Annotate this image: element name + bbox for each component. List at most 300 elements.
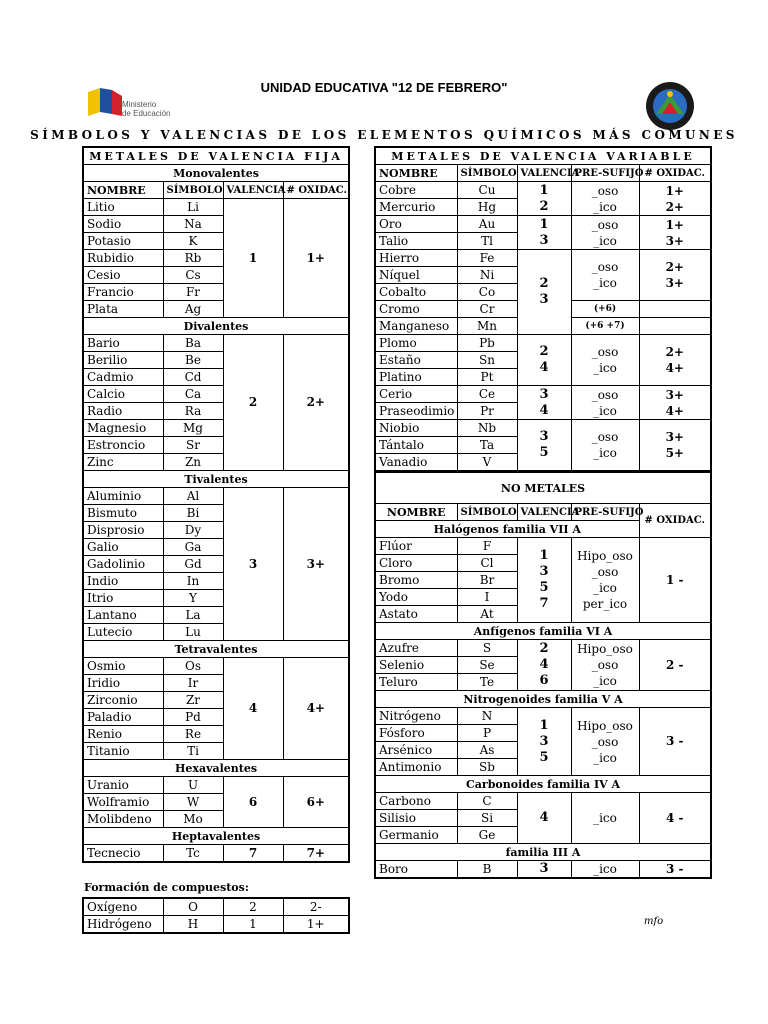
oxidation-value: 2 - — [639, 640, 711, 691]
stack-value: 2+ — [665, 199, 684, 214]
family-label: Nitrogenoides familia V A — [375, 691, 711, 708]
element-name: Mercurio — [375, 199, 457, 216]
col-header-valencia: VALENCIA — [517, 165, 571, 182]
valence-values — [517, 335, 571, 386]
element-symbol: F — [457, 538, 517, 555]
family-label: Carbonoides familia IV A — [375, 776, 711, 793]
element-name: Yodo — [375, 589, 457, 606]
stack-value: 1+ — [665, 217, 684, 232]
oxidation-value: 3+ — [283, 488, 349, 641]
element-symbol: Os — [163, 658, 223, 675]
element-name: Flúor — [375, 538, 457, 555]
element-symbol: As — [457, 742, 517, 759]
col-header-oxid: # OXIDAC. — [639, 504, 711, 538]
element-row — [375, 793, 711, 810]
element-name: Bario — [83, 335, 163, 352]
element-symbol: Zr — [163, 692, 223, 709]
element-symbol: Y — [163, 590, 223, 607]
element-name: Lantano — [83, 607, 163, 624]
element-row — [83, 199, 349, 216]
element-symbol: Zn — [163, 454, 223, 471]
compound-name: Oxígeno — [83, 898, 163, 916]
element-symbol: Ra — [163, 403, 223, 420]
element-name: Indio — [83, 573, 163, 590]
element-symbol: Al — [163, 488, 223, 505]
col-header-valencia: VALENCIA — [223, 182, 283, 199]
element-row — [83, 777, 349, 794]
element-name: Renio — [83, 726, 163, 743]
element-name: Oro — [375, 216, 457, 233]
element-name: Teluro — [375, 674, 457, 691]
family-label: familia III A — [375, 844, 711, 861]
oxidation-value: 4+ — [283, 658, 349, 760]
stack-value: 5 — [539, 749, 549, 765]
compound-symbol: O — [163, 898, 223, 916]
column-header-row — [375, 504, 711, 521]
oxidation-value: 7+ — [283, 845, 349, 863]
family-header-row — [375, 776, 711, 793]
stack-value: 3 — [539, 861, 549, 876]
element-symbol: Mg — [163, 420, 223, 437]
element-symbol: S — [457, 640, 517, 657]
element-symbol: Pt — [457, 369, 517, 386]
empty-cell — [639, 301, 711, 318]
element-name: Titanio — [83, 743, 163, 760]
element-symbol: Cd — [163, 369, 223, 386]
family-header-row — [375, 691, 711, 708]
element-name: Selenio — [375, 657, 457, 674]
suffix-values — [571, 420, 639, 472]
element-name: Magnesio — [83, 420, 163, 437]
col-header-simbolo: SÍMBOLO — [163, 182, 223, 199]
element-symbol: K — [163, 233, 223, 250]
element-name: Bromo — [375, 572, 457, 589]
element-name: Carbono — [375, 793, 457, 810]
element-name: Cerio — [375, 386, 457, 403]
suffix-values — [571, 335, 639, 386]
family-header-row — [375, 844, 711, 861]
suffix-values — [571, 640, 639, 691]
oxidation-values — [639, 420, 711, 472]
compound-oxidation: 2- — [283, 898, 349, 916]
stack-value: 3 — [539, 429, 549, 444]
element-symbol: P — [457, 725, 517, 742]
element-name: Disprosio — [83, 522, 163, 539]
suffix-values — [571, 708, 639, 776]
stack-value: Hipo_oso — [577, 718, 633, 733]
stack-value: 6 — [539, 673, 549, 688]
element-name: Berilio — [83, 352, 163, 369]
element-name: Tecnecio — [83, 845, 163, 863]
element-row — [375, 708, 711, 725]
element-symbol: Sn — [457, 352, 517, 369]
stack-value: 5 — [539, 445, 549, 460]
valence-values — [517, 182, 571, 216]
oxidation-values — [639, 216, 711, 250]
group-header-row — [83, 641, 349, 658]
stack-value: 2 — [539, 198, 549, 214]
stack-value: 4 — [539, 360, 549, 375]
stack-value: 1 — [539, 548, 549, 563]
element-row — [375, 335, 711, 352]
element-symbol: Fe — [457, 250, 517, 267]
stack-value: 7 — [539, 596, 549, 611]
element-name: Paladio — [83, 709, 163, 726]
element-symbol: Sr — [163, 437, 223, 454]
stack-value: 4 — [539, 402, 549, 418]
family-label: Halógenos familia VII A — [375, 521, 639, 538]
stack-value: 5+ — [665, 446, 684, 460]
valence-values — [517, 538, 571, 623]
stack-value: 3+ — [665, 233, 684, 248]
element-symbol: U — [163, 777, 223, 794]
stack-value: 4 — [539, 657, 549, 672]
element-name: Sodio — [83, 216, 163, 233]
element-name: Platino — [375, 369, 457, 386]
extra-oxidation: (+6) — [571, 301, 639, 318]
stack-value: Hipo_oso — [577, 642, 633, 656]
oxidation-value: 1 - — [639, 538, 711, 623]
valence-values — [517, 708, 571, 776]
stack-value: _ico — [593, 581, 617, 595]
element-name: Gadolinio — [83, 556, 163, 573]
stack-value: 4+ — [665, 403, 684, 418]
element-name: Calcio — [83, 386, 163, 403]
stack-value: 1+ — [665, 183, 684, 198]
element-symbol: Sb — [457, 759, 517, 776]
element-row — [375, 861, 711, 879]
stack-value: _ico — [593, 750, 617, 765]
stack-value: _ico — [593, 199, 617, 214]
element-name: Silisio — [375, 810, 457, 827]
element-symbol: Ba — [163, 335, 223, 352]
table-title-row — [83, 147, 349, 165]
element-symbol: W — [163, 794, 223, 811]
valence-value: 2 — [223, 335, 283, 471]
element-name: Fósforo — [375, 725, 457, 742]
stack-value: Hipo_oso — [577, 549, 633, 563]
element-name: Astato — [375, 606, 457, 623]
element-symbol: Re — [163, 726, 223, 743]
valence-values — [517, 250, 571, 335]
oxidation-values — [639, 386, 711, 420]
stack-value: _ico — [593, 446, 617, 460]
col-header-presufijo: PRE-SUFIJO — [571, 504, 639, 521]
element-symbol: Li — [163, 199, 223, 216]
stack-value: _oso — [591, 183, 619, 198]
element-symbol: Se — [457, 657, 517, 674]
element-name: Francio — [83, 284, 163, 301]
compound-row — [83, 898, 349, 916]
stack-value: 1 — [539, 182, 549, 198]
element-symbol: Ti — [163, 743, 223, 760]
element-symbol: Be — [163, 352, 223, 369]
group-label: Divalentes — [83, 318, 349, 335]
oxidation-values — [639, 250, 711, 301]
compound-symbol: H — [163, 916, 223, 934]
group-label: Tetravalentes — [83, 641, 349, 658]
valence-values — [517, 640, 571, 691]
element-row — [375, 216, 711, 233]
valence-value: 1 — [223, 199, 283, 318]
col-header-oxid: # OXIDAC. — [639, 165, 711, 182]
element-symbol: Ga — [163, 539, 223, 556]
element-row — [83, 658, 349, 675]
element-name: Talio — [375, 233, 457, 250]
element-row — [83, 488, 349, 505]
col-header-nombre: NOMBRE — [375, 504, 457, 521]
element-name: Boro — [375, 861, 457, 879]
stack-value: 3 — [539, 564, 549, 579]
stack-value: 3 — [539, 292, 549, 307]
element-name: Cobalto — [375, 284, 457, 301]
element-symbol: Te — [457, 674, 517, 691]
element-name: Zinc — [83, 454, 163, 471]
stack-value: _ico — [593, 674, 617, 688]
col-header-simbolo: SÍMBOLO — [457, 165, 517, 182]
element-symbol: Pb — [457, 335, 517, 352]
element-name: Nitrógeno — [375, 708, 457, 725]
group-header-row — [83, 760, 349, 777]
element-symbol: Cr — [457, 301, 517, 318]
element-symbol: Nb — [457, 420, 517, 437]
stack-value: _ico — [593, 276, 617, 290]
element-symbol: Ag — [163, 301, 223, 318]
school-title: UNIDAD EDUCATIVA "12 DE FEBRERO" — [260, 80, 508, 95]
element-name: Estroncio — [83, 437, 163, 454]
table-title-row — [375, 147, 711, 165]
element-name: Tántalo — [375, 437, 457, 454]
nonmetals-title-row — [375, 472, 711, 504]
compound-name: Hidrógeno — [83, 916, 163, 934]
element-row — [375, 386, 711, 403]
element-symbol: Br — [457, 572, 517, 589]
col-header-nombre: NOMBRE — [83, 182, 163, 199]
element-name: Praseodimio — [375, 403, 457, 420]
extra-oxidation: (+6 +7) — [571, 318, 639, 335]
element-name: Litio — [83, 199, 163, 216]
element-symbol: Au — [457, 216, 517, 233]
stack-value: 3 — [539, 232, 549, 248]
fixed-valence-table — [82, 146, 350, 863]
element-name: Plomo — [375, 335, 457, 352]
column-header-row — [375, 165, 711, 182]
element-row — [375, 640, 711, 657]
signature: mfo — [644, 916, 664, 927]
element-symbol: Fr — [163, 284, 223, 301]
group-label: Monovalentes — [83, 165, 349, 182]
stack-value: _oso — [591, 734, 619, 749]
element-symbol: La — [163, 607, 223, 624]
element-name: Potasio — [83, 233, 163, 250]
empty-cell — [639, 318, 711, 335]
col-header-valencia: VALENCIA — [517, 504, 571, 521]
element-name: Wolframio — [83, 794, 163, 811]
element-name: Aluminio — [83, 488, 163, 505]
element-symbol: V — [457, 454, 517, 472]
group-label: Tivalentes — [83, 471, 349, 488]
element-name: Rubidio — [83, 250, 163, 267]
col-header-presufijo: PRE-SUFIJO — [571, 165, 639, 182]
oxidation-value: 4 - — [639, 793, 711, 844]
element-name: Iridio — [83, 675, 163, 692]
element-name: Cobre — [375, 182, 457, 199]
fixed-table-title: METALES DE VALENCIA FIJA — [83, 147, 349, 165]
element-symbol: Hg — [457, 199, 517, 216]
element-symbol: Ta — [457, 437, 517, 454]
element-name: Hierro — [375, 250, 457, 267]
family-label: Anfígenos familia VI A — [375, 623, 711, 640]
group-header-row — [83, 318, 349, 335]
group-label: Heptavalentes — [83, 828, 349, 845]
valence-values — [517, 216, 571, 250]
element-name: Galio — [83, 539, 163, 556]
stack-value: 3+ — [665, 387, 684, 402]
suffix-values — [571, 216, 639, 250]
element-symbol: Cs — [163, 267, 223, 284]
column-header-row — [83, 182, 349, 199]
element-name: Lutecio — [83, 624, 163, 641]
oxidation-values — [639, 182, 711, 216]
element-row — [375, 538, 711, 555]
element-name: Estaño — [375, 352, 457, 369]
element-symbol: Lu — [163, 624, 223, 641]
valence-value: 6 — [223, 777, 283, 828]
stack-value: 5 — [539, 580, 549, 595]
element-row — [375, 182, 711, 199]
group-label: Hexavalentes — [83, 760, 349, 777]
element-name: Uranio — [83, 777, 163, 794]
valence-value: 4 — [223, 658, 283, 760]
stack-value: 3+ — [665, 430, 684, 444]
element-name: Níquel — [375, 267, 457, 284]
element-symbol: N — [457, 708, 517, 725]
variable-table-title: METALES DE VALENCIA VARIABLE — [375, 147, 711, 165]
element-symbol: Ce — [457, 386, 517, 403]
stack-value: _oso — [591, 217, 619, 232]
variable-valence-table — [374, 146, 712, 472]
suffix-values — [571, 182, 639, 216]
valence-value: 7 — [223, 845, 283, 863]
stack-value: 4+ — [665, 361, 684, 375]
element-name: Zirconio — [83, 692, 163, 709]
stack-value: _ico — [593, 403, 617, 418]
stack-value: per_ico — [582, 597, 628, 611]
element-row — [83, 845, 349, 863]
element-symbol: Tl — [457, 233, 517, 250]
element-symbol: Ca — [163, 386, 223, 403]
stack-value: _ico — [593, 811, 617, 825]
element-symbol: At — [457, 606, 517, 623]
stack-value: _oso — [591, 260, 619, 274]
element-row — [375, 250, 711, 267]
valence-values — [517, 861, 571, 879]
col-header-nombre: NOMBRE — [375, 165, 457, 182]
element-symbol: Cl — [457, 555, 517, 572]
element-symbol: Rb — [163, 250, 223, 267]
oxidation-value: 1+ — [283, 199, 349, 318]
element-symbol: Gd — [163, 556, 223, 573]
stack-value: 3 — [539, 733, 549, 749]
stack-value: _oso — [591, 658, 619, 672]
element-symbol: Bi — [163, 505, 223, 522]
element-symbol: Pr — [457, 403, 517, 420]
element-row — [375, 420, 711, 437]
valence-values — [517, 420, 571, 472]
oxidation-value: 2+ — [283, 335, 349, 471]
compound-valence: 2 — [223, 898, 283, 916]
stack-value: _ico — [593, 361, 617, 375]
element-symbol: B — [457, 861, 517, 879]
oxidation-value: 3 - — [639, 708, 711, 776]
element-symbol: Cu — [457, 182, 517, 199]
element-name: Azufre — [375, 640, 457, 657]
suffix-values — [571, 386, 639, 420]
element-name: Cesio — [83, 267, 163, 284]
element-row — [83, 335, 349, 352]
element-name: Niobio — [375, 420, 457, 437]
nonmetals-table — [374, 471, 712, 879]
suffix-values — [571, 861, 639, 879]
stack-value: 2 — [539, 344, 549, 359]
element-name: Germanio — [375, 827, 457, 844]
element-name: Cloro — [375, 555, 457, 572]
suffix-values — [571, 538, 639, 623]
element-symbol: Na — [163, 216, 223, 233]
element-symbol: Co — [457, 284, 517, 301]
element-symbol: Ni — [457, 267, 517, 284]
element-name: Vanadio — [375, 454, 457, 472]
compound-valence: 1 — [223, 916, 283, 934]
element-symbol: I — [457, 589, 517, 606]
stack-value: 1 — [539, 717, 549, 733]
element-name: Cromo — [375, 301, 457, 318]
stack-value: _oso — [591, 345, 619, 359]
stack-value: _oso — [591, 430, 619, 444]
element-symbol: Si — [457, 810, 517, 827]
stack-value: 2+ — [665, 345, 684, 359]
element-symbol: Mo — [163, 811, 223, 828]
family-header-row — [375, 623, 711, 640]
compounds-table — [82, 897, 350, 934]
suffix-values — [571, 793, 639, 844]
element-symbol: C — [457, 793, 517, 810]
col-header-oxid: # OXIDAC. — [283, 182, 349, 199]
element-name: Manganeso — [375, 318, 457, 335]
stack-value: 2 — [539, 276, 549, 291]
element-name: Molibdeno — [83, 811, 163, 828]
stack-value: 2+ — [665, 260, 684, 274]
group-header-row — [83, 471, 349, 488]
element-symbol: In — [163, 573, 223, 590]
stack-value: _ico — [593, 233, 617, 248]
stack-value: _oso — [591, 565, 619, 579]
valence-values — [517, 793, 571, 844]
col-header-simbolo: SÍMBOLO — [457, 504, 517, 521]
oxidation-value: 6+ — [283, 777, 349, 828]
group-header-row — [83, 165, 349, 182]
group-header-row — [83, 828, 349, 845]
element-name: Itrio — [83, 590, 163, 607]
compound-row — [83, 916, 349, 934]
element-name: Arsénico — [375, 742, 457, 759]
element-name: Cadmio — [83, 369, 163, 386]
ministry-text: Ministerio de Educación — [122, 100, 171, 118]
element-name: Antimonio — [375, 759, 457, 776]
compound-oxidation: 1+ — [283, 916, 349, 934]
element-name: Radio — [83, 403, 163, 420]
element-symbol: Mn — [457, 318, 517, 335]
